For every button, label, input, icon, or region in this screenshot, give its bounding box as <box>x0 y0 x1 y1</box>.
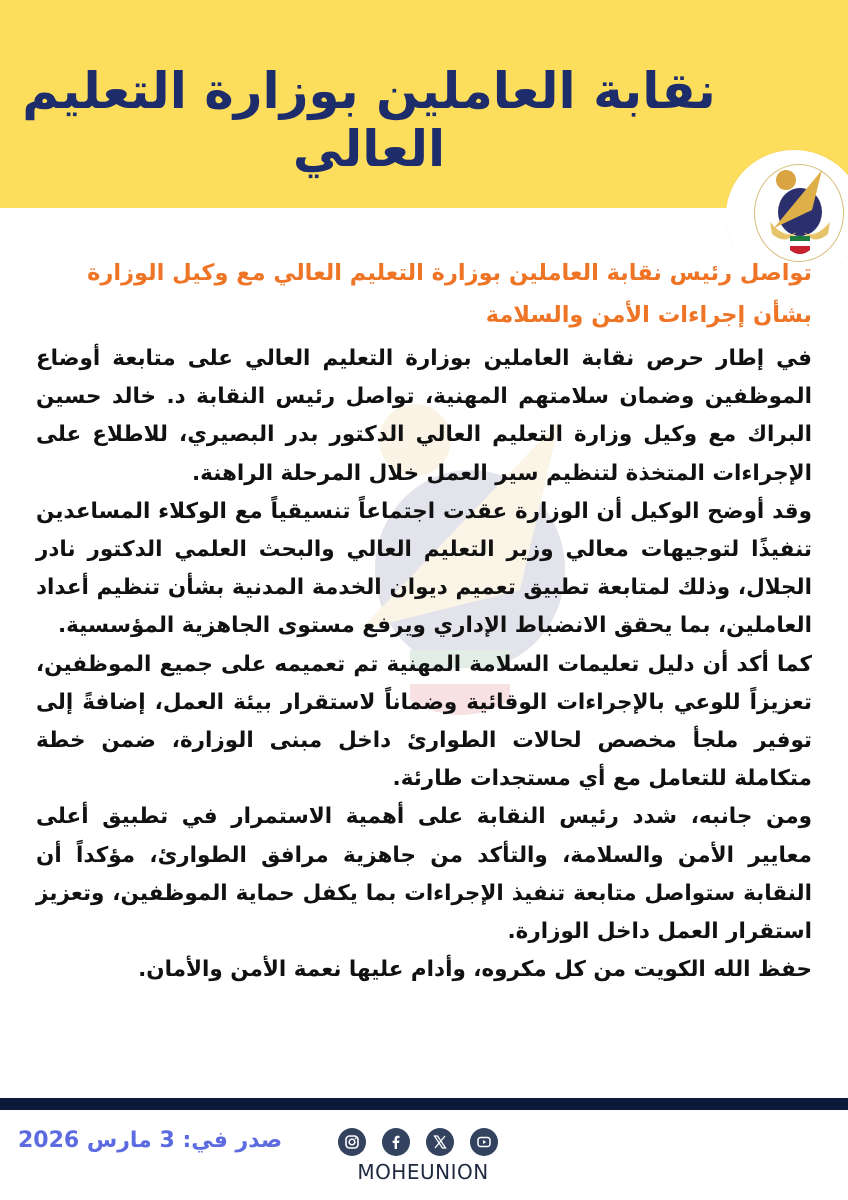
publish-date: صدر في: 3 مارس 2026 <box>18 1128 283 1153</box>
article-paragraph: في إطار حرص نقابة العاملين بوزارة التعليم العالي على متابعة أوضاع الموظفين وضمان سلامتهم المهنية، تواصل رئيس النقابة د. خالد حسين البراك مع وكيل وزارة التعليم العالي الدكتور بدر البصيري، للاطلاع على الإجراءات المتخذة لتنظيم سير العمل خلال المرحلة الراهنة. <box>36 346 812 486</box>
article-closing: حفظ الله الكويت من كل مكروه، وأدام عليها نعمة الأمن والأمان. <box>138 957 812 983</box>
facebook-icon[interactable] <box>382 1128 410 1156</box>
article-headline: تواصل رئيس نقابة العاملين بوزارة التعليم العالي مع وكيل الوزارة بشأن إجراءات الأمن والسلامة <box>87 260 812 328</box>
social-links <box>338 1128 498 1156</box>
footer-divider <box>0 1098 848 1110</box>
article-paragraph: كما أكد أن دليل تعليمات السلامة المهنية تم تعميمه على جميع الموظفين، تعزيزاً للوعي بالإجراءات الوقائية وضماناً لاستقرار بيئة العمل، إضافةً إلى توفير ملجأ مخصص لحالات الطوارئ داخل مبنى الوزارة، ضمن خطة متكاملة للتعامل مع أي مستجدات طارئة. <box>36 651 812 792</box>
article-paragraph: ومن جانبه، شدد رئيس النقابة على أهمية الاستمرار في تطبيق أعلى معايير الأمن والسلامة، والتأكد من جاهزية مرافق الطوارئ، مؤكداً أن النقابة ستواصل متابعة تنفيذ الإجراءات بما يكفل حماية الموظفين، وتعزيز استقرار العمل داخل الوزارة. <box>36 804 812 945</box>
page-title: نقابة العاملين بوزارة التعليم العالي <box>22 62 716 178</box>
social-handle: MOHEUNION <box>357 1160 489 1184</box>
youtube-icon[interactable] <box>470 1128 498 1156</box>
header-banner <box>0 0 848 208</box>
article-body <box>36 252 812 989</box>
instagram-icon[interactable] <box>338 1128 366 1156</box>
article-paragraph: وقد أوضح الوكيل أن الوزارة عقدت اجتماعاً تنسيقياً مع الوكلاء المساعدين تنفيذًا لتوجيهات معالي وزير التعليم العالي والبحث العلمي الدكتور نادر الجلال، وذلك لمتابعة تطبيق تعميم ديوان الخدمة المدنية بشأن تنظيم أعداد العاملين، بما يحقق الانضباط الإداري ويرفع مستوى الجاهزية المؤسسية. <box>36 498 812 639</box>
x-icon[interactable] <box>426 1128 454 1156</box>
